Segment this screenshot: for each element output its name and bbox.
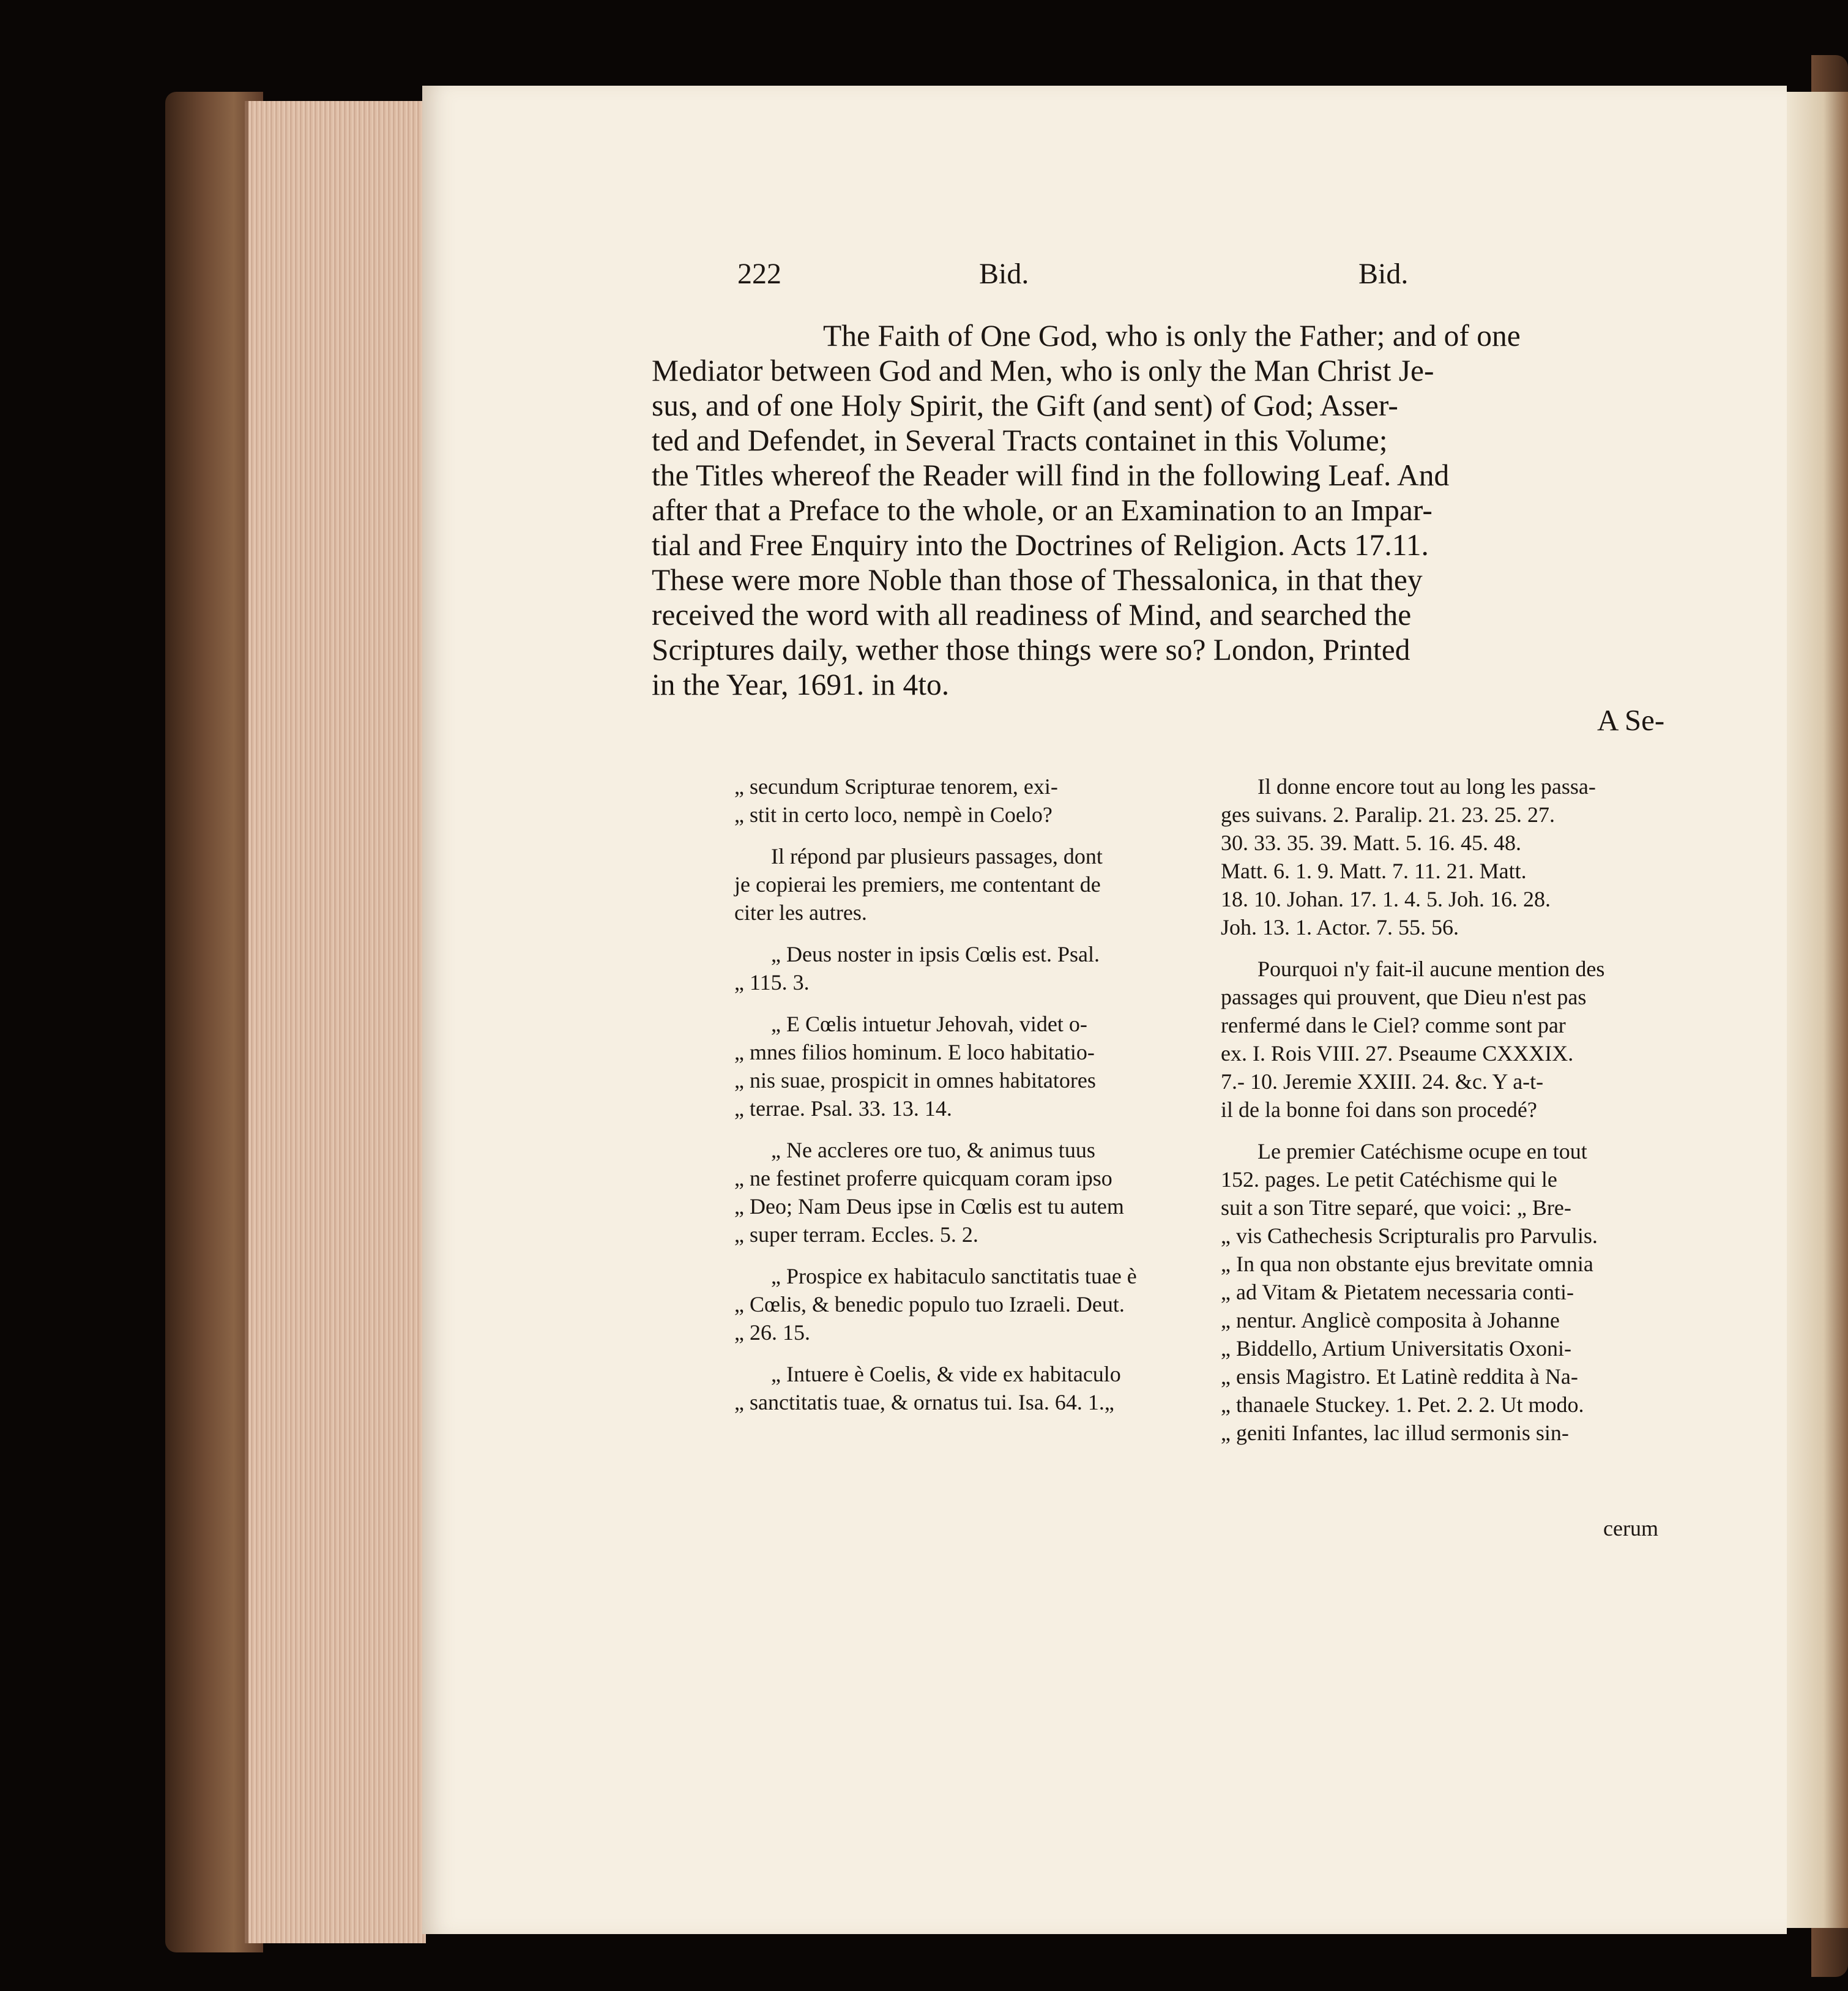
paragraph <box>734 940 1187 996</box>
main-line: the Titles whereof the Reader will find in the following Leaf. And <box>652 458 1450 492</box>
paragraph <box>1221 955 1674 1124</box>
text-line: „ Deus noster in ipsis Cœlis est. Psal. <box>771 942 1100 966</box>
paragraph <box>734 1360 1187 1416</box>
running-head <box>737 257 1686 300</box>
text-line: „ Intuere è Coelis, & vide ex habitaculo <box>771 1362 1121 1386</box>
main-line: after that a Preface to the whole, or an Examination to an Impar- <box>652 493 1433 527</box>
text-line: „ geniti Infantes, lac illud sermonis sin- <box>1221 1421 1569 1445</box>
text-line: „ stit in certo loco, nempè in Coelo? <box>734 802 1053 827</box>
text-line: Il donne encore tout au long les passa- <box>1257 774 1596 799</box>
text-line: passages qui prouvent, que Dieu n'est pas <box>1221 985 1587 1009</box>
text-line: „ super terram. Eccles. 5. 2. <box>734 1222 978 1247</box>
text-line: ges suivans. 2. Paralip. 21. 23. 25. 27. <box>1221 802 1555 827</box>
text-line: „ terrae. Psal. 33. 13. 14. <box>734 1096 952 1121</box>
main-line: The Faith of One God, who is only the Father; and of one <box>823 319 1521 353</box>
main-line: Mediator between God and Men, who is only the Man Christ Je- <box>652 354 1434 387</box>
main-line: received the word with all readiness of Mind, and searched the <box>652 598 1412 632</box>
main-paragraph <box>652 318 1680 702</box>
text-line: „ nis suae, prospicit in omnes habitatores <box>734 1068 1096 1093</box>
text-line: Pourquoi n'y fait-il aucune mention des <box>1257 957 1605 981</box>
text-line: „ In qua non obstante ejus brevitate omnia <box>1221 1252 1593 1276</box>
text-line: „ ad Vitam & Pietatem necessaria conti- <box>1221 1280 1574 1304</box>
paragraph <box>734 1010 1187 1123</box>
right-column <box>1221 772 1674 1460</box>
text-line: „ Cœlis, & benedic populo tuo Izraeli. Deut. <box>734 1292 1125 1317</box>
text-line: „ ensis Magistro. Et Latinè reddita à Na- <box>1221 1364 1578 1389</box>
text-line: „ vis Cathechesis Scripturalis pro Parvulis. <box>1221 1223 1598 1248</box>
text-line: je copierai les premiers, me contentant de <box>734 872 1101 897</box>
catchword-bottom: cerum <box>1603 1516 1658 1541</box>
text-line: Le premier Catéchisme ocupe en tout <box>1257 1139 1587 1164</box>
main-line: ted and Defendet, in Several Tracts containet in this Volume; <box>652 424 1388 457</box>
paragraph <box>734 842 1187 927</box>
left-column <box>734 772 1187 1430</box>
running-title-left: Bid. <box>979 258 1029 290</box>
text-line: renfermé dans le Ciel? comme sont par <box>1221 1013 1566 1037</box>
main-line: These were more Noble than those of Thessalonica, in that they <box>652 563 1423 597</box>
text-line: „ mnes filios hominum. E loco habitatio- <box>734 1040 1095 1064</box>
text-line: Il répond par plusieurs passages, dont <box>771 844 1103 868</box>
text-line: citer les autres. <box>734 900 867 925</box>
text-line: Joh. 13. 1. Actor. 7. 55. 56. <box>1221 915 1459 939</box>
text-line: „ thanaele Stuckey. 1. Pet. 2. 2. Ut modo. <box>1221 1392 1584 1417</box>
page-number: 222 <box>737 258 781 290</box>
main-line: tial and Free Enquiry into the Doctrines of Religion. Acts 17.11. <box>652 528 1429 562</box>
text-line: „ ne festinet proferre quicquam coram ipso <box>734 1166 1112 1190</box>
text-line: ex. I. Rois VIII. 27. Pseaume CXXXIX. <box>1221 1041 1574 1066</box>
text-line: „ E Cœlis intuetur Jehovah, videt o- <box>771 1012 1087 1036</box>
text-line: „ Ne accleres ore tuo, & animus tuus <box>771 1138 1095 1162</box>
text-line: „ 26. 15. <box>734 1320 810 1345</box>
main-line: sus, and of one Holy Spirit, the Gift (and sent) of God; Asser- <box>652 389 1398 422</box>
running-title-right: Bid. <box>1358 258 1409 290</box>
text-line: suit a son Titre separé, que voici: „ Bre- <box>1221 1195 1571 1220</box>
paragraph <box>734 1262 1187 1347</box>
catchword-top: A Se- <box>1597 703 1665 737</box>
paragraph <box>1221 772 1674 941</box>
text-line: „ Deo; Nam Deus ipse in Cœlis est tu autem <box>734 1194 1124 1219</box>
text-line: il de la bonne foi dans son procedé? <box>1221 1097 1537 1122</box>
text-line: 152. pages. Le petit Catéchisme qui le <box>1221 1167 1557 1192</box>
text-line: „ Biddello, Artium Universitatis Oxoni- <box>1221 1336 1571 1361</box>
text-line: „ Prospice ex habitaculo sanctitatis tuae è <box>771 1264 1137 1288</box>
main-line: in the Year, 1691. in 4to. <box>652 668 950 701</box>
text-line: „ nentur. Anglicè composita à Johanne <box>1221 1308 1560 1332</box>
paragraph <box>734 1136 1187 1249</box>
text-line: 7.- 10. Jeremie XXIII. 24. &c. Y a-t- <box>1221 1069 1544 1094</box>
text-line: „ sanctitatis tuae, & ornatus tui. Isa. 64. 1.„ <box>734 1390 1114 1414</box>
paragraph <box>734 772 1187 829</box>
text-line: 18. 10. Johan. 17. 1. 4. 5. Joh. 16. 28. <box>1221 887 1551 911</box>
text-line: 30. 33. 35. 39. Matt. 5. 16. 45. 48. <box>1221 831 1521 855</box>
text-line: „ 115. 3. <box>734 970 810 995</box>
text-line: Matt. 6. 1. 9. Matt. 7. 11. 21. Matt. <box>1221 859 1527 883</box>
main-line: Scriptures daily, wether those things were so? London, Printed <box>652 633 1410 667</box>
text-line: „ secundum Scripturae tenorem, exi- <box>734 774 1058 799</box>
paragraph <box>1221 1137 1674 1447</box>
